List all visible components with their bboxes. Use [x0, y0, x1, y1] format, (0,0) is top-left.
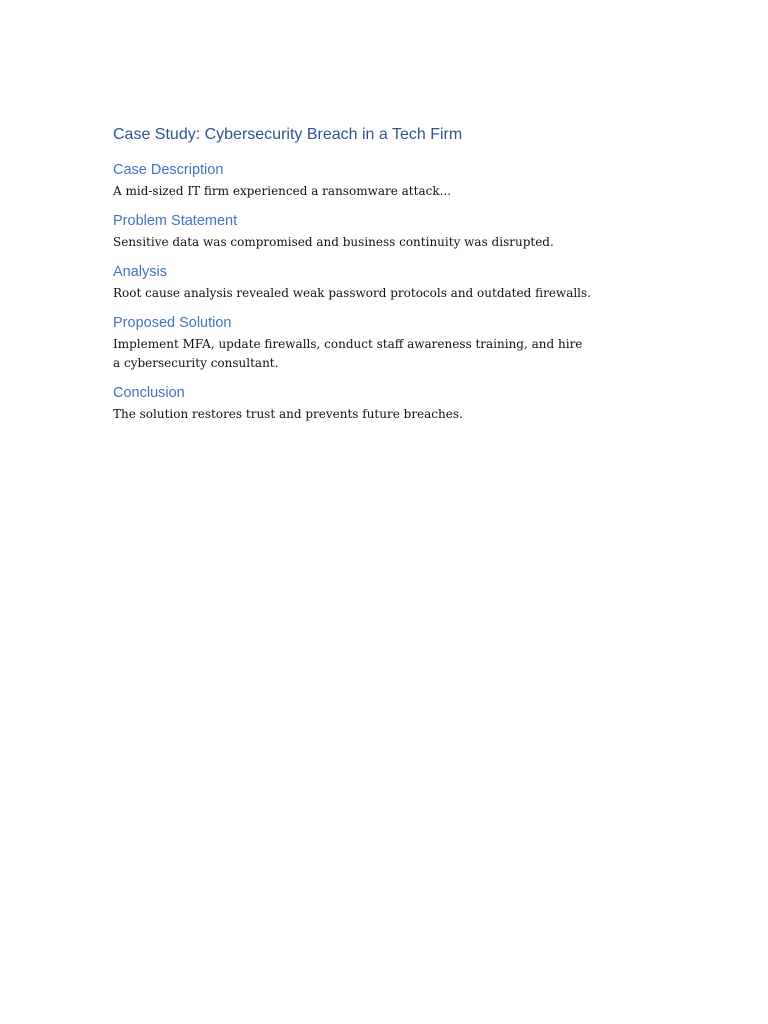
- section-heading: Analysis: [113, 264, 167, 280]
- section-body: The solution restores trust and prevents future breaches.: [113, 407, 463, 421]
- section-body: Implement MFA, update firewalls, conduct staff awareness training, and hire a cybersecurity consultant.: [113, 337, 583, 370]
- section-body: A mid-sized IT firm experienced a ransomware attack...: [113, 184, 452, 198]
- document-title: Case Study: Cybersecurity Breach in a Tech Firm: [113, 126, 463, 143]
- section-case-description: [113, 160, 593, 201]
- document-page: [113, 124, 593, 434]
- section-analysis: [113, 262, 593, 303]
- section-heading: Case Description: [113, 162, 224, 178]
- section-body: Root cause analysis revealed weak password protocols and outdated firewalls.: [113, 286, 591, 300]
- section-conclusion: [113, 383, 593, 424]
- section-heading: Problem Statement: [113, 213, 238, 229]
- section-proposed-solution: [113, 313, 593, 373]
- section-problem-statement: [113, 211, 593, 252]
- section-body: Sensitive data was compromised and business continuity was disrupted.: [113, 235, 554, 249]
- section-heading: Conclusion: [113, 385, 185, 401]
- section-heading: Proposed Solution: [113, 315, 232, 331]
